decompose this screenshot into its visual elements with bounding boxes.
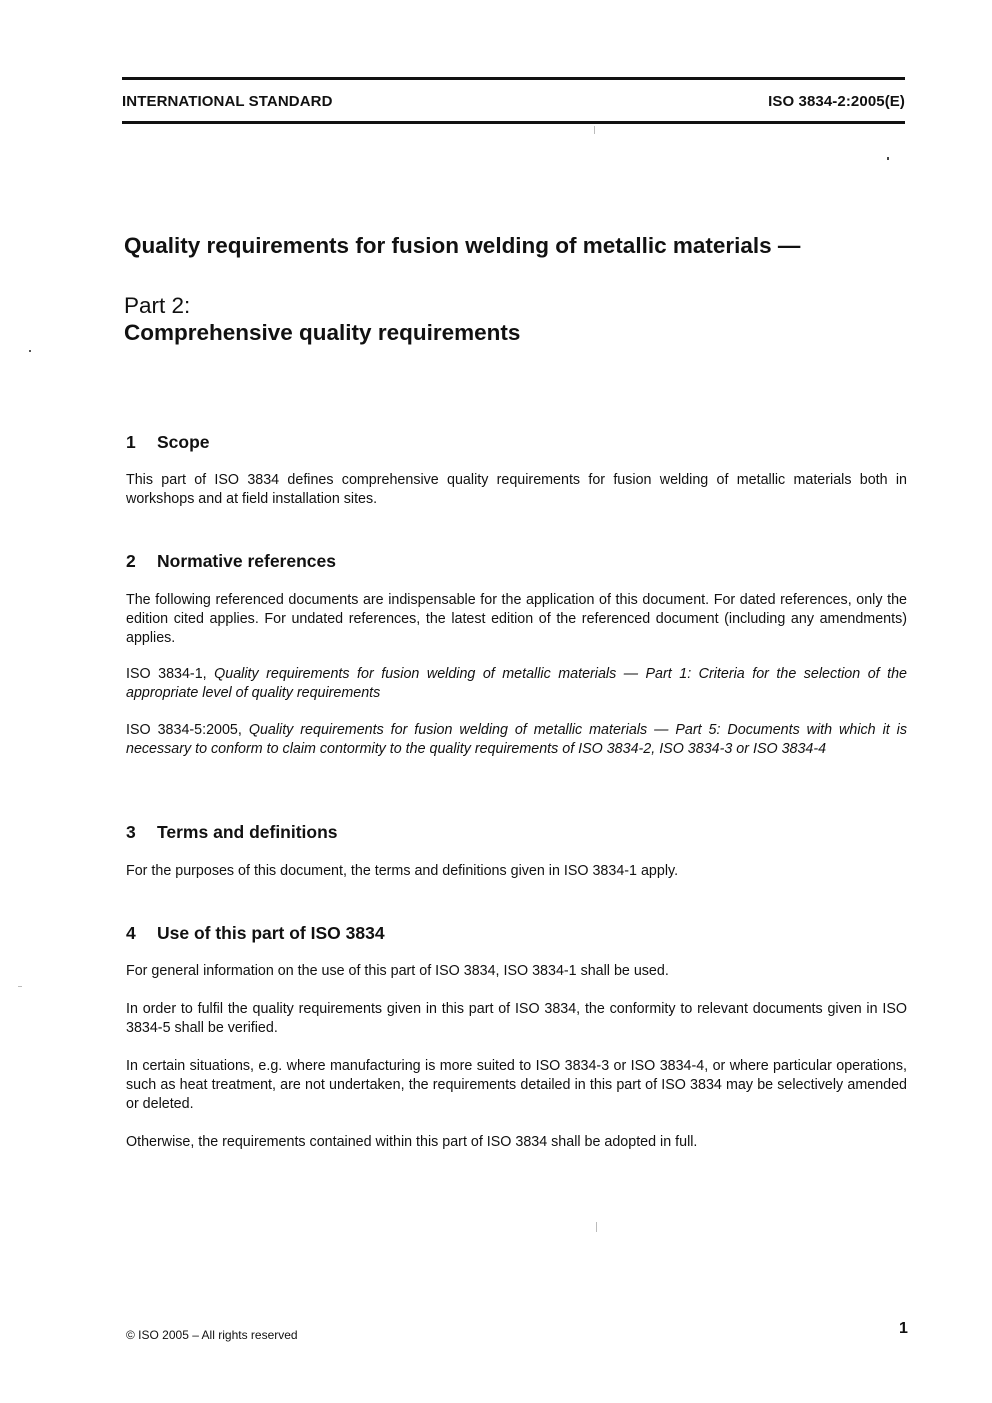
reference-title: Quality requirements for fusion welding of metallic materials — Part 1: Criteria for the selection of the appropriate level of quality requirements bbox=[126, 666, 907, 701]
scan-speck bbox=[29, 350, 31, 352]
section-number: 2 bbox=[126, 551, 136, 571]
section-heading-use-of-part bbox=[126, 923, 385, 944]
reference-id: ISO 3834-5:2005, bbox=[126, 722, 242, 738]
document-subtitle: Comprehensive quality requirements bbox=[124, 320, 521, 345]
page-number: 1 bbox=[899, 1320, 908, 1337]
scope-paragraph: This part of ISO 3834 defines comprehensive quality requirements for fusion welding of metallic materials both in workshops and at field installation sites. bbox=[126, 472, 907, 507]
part-label: Part 2: bbox=[124, 293, 191, 318]
section-number: 4 bbox=[126, 923, 136, 943]
section-number: 1 bbox=[126, 432, 136, 452]
scan-speck bbox=[887, 157, 889, 160]
use-paragraph-3: In certain situations, e.g. where manufacturing is more suited to ISO 3834-3 or ISO 3834-4, or where particular operations, such as heat treatment, are not undertaken, the requirements detailed in this part of ISO 3834 may be selectively amended or deleted. bbox=[126, 1058, 907, 1112]
document-identifier: ISO 3834-2:2005(E) bbox=[768, 93, 905, 110]
section-title: Normative references bbox=[157, 551, 336, 571]
section-heading-scope bbox=[126, 432, 210, 453]
use-paragraph-4: Otherwise, the requirements contained within this part of ISO 3834 shall be adopted in full. bbox=[126, 1134, 698, 1150]
section-heading-terms-definitions bbox=[126, 822, 338, 843]
copyright-notice: © ISO 2005 – All rights reserved bbox=[126, 1328, 298, 1342]
section-title: Use of this part of ISO 3834 bbox=[157, 923, 385, 943]
section-number: 3 bbox=[126, 822, 136, 842]
header-bottom-rule bbox=[122, 121, 905, 124]
reference-item bbox=[126, 721, 907, 759]
reference-title: Quality requirements for fusion welding of metallic materials — Part 5: Documents with which it is necessary to conform to claim contormity to the quality requirements of ISO 3834-2, ISO 3834-3 or ISO 3834-4 bbox=[126, 722, 907, 757]
header-top-rule bbox=[122, 77, 905, 80]
document-type-label: INTERNATIONAL STANDARD bbox=[122, 93, 333, 110]
section-title: Scope bbox=[157, 432, 210, 452]
reference-item bbox=[126, 665, 907, 703]
section-title: Terms and definitions bbox=[157, 822, 338, 842]
use-paragraph-1: For general information on the use of this part of ISO 3834, ISO 3834-1 shall be used. bbox=[126, 963, 669, 979]
document-title: Quality requirements for fusion welding of metallic materials — bbox=[124, 233, 801, 258]
section-heading-normative-references bbox=[126, 551, 336, 572]
scan-speck bbox=[596, 1222, 597, 1232]
scan-speck bbox=[594, 126, 595, 134]
normative-intro-paragraph: The following referenced documents are indispensable for the application of this document. For dated references, only the edition cited applies. For undated references, the latest edition of the referenced document (including any amendments) applies. bbox=[126, 592, 907, 646]
terms-paragraph: For the purposes of this document, the terms and definitions given in ISO 3834-1 apply. bbox=[126, 863, 679, 879]
use-paragraph-2: In order to fulfil the quality requirements given in this part of ISO 3834, the conformity to relevant documents given in ISO 3834-5 shall be verified. bbox=[126, 1001, 907, 1036]
reference-id: ISO 3834-1, bbox=[126, 666, 207, 682]
scan-speck bbox=[18, 986, 22, 987]
